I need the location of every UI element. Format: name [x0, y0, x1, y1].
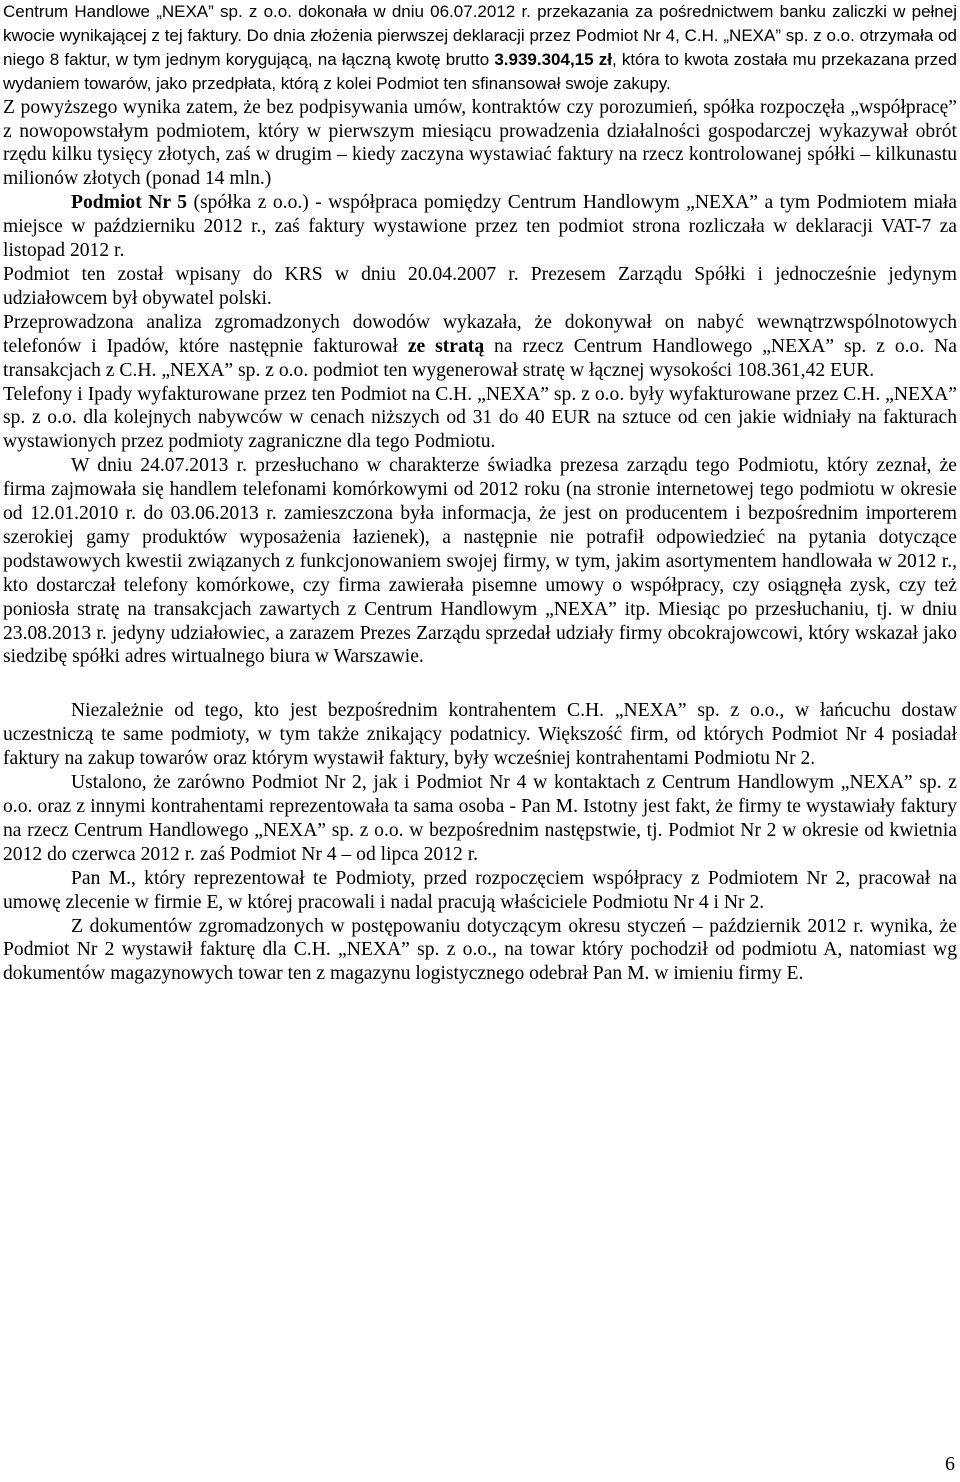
paragraph-text: na rzecz Centrum Handlowego „NEXA” sp. z o.o. Na transakcjach z C.H. „NEXA” sp. z o.o. podmiot ten wygenerował stratę w łącznej wysokości 108.361,42 EUR.	[3, 335, 957, 381]
page-number: 6	[945, 1453, 955, 1475]
paragraph-phones: Telefony i Ipady wyfakturowane przez ten Podmiot na C.H. „NEXA” sp. z o.o. były wyfakturowane przez C.H. „NEXA” sp. z o.o. dla kolejnych nabywców w cenach niższych od 31 do 40 EUR na sztuce od cen jakie widniały na fakturach wystawionych przez podmioty zagraniczne dla tego Podmiotu.	[3, 383, 957, 453]
paragraph-text: (spółka z o.o.) - współpraca pomiędzy Centrum Handlowym „NEXA” a tym Podmiotem miała miejsce w październiku 2012 r., zaś faktury wystawione przez ten podmiot strona rozliczała w deklaracji VAT-7 za listopad 2012 r.	[3, 192, 957, 262]
paragraph-analysis	[3, 311, 957, 383]
paragraph-advance-payment	[3, 0, 957, 96]
paragraph-entity-5	[3, 191, 957, 263]
paragraph-conclusion: Z powyższego wynika zatem, że bez podpisywania umów, kontraktów czy porozumień, spółka rozpoczęła „współpracę” z nowopowstałym podmiotem, który w pierwszym miesiącu prowadzenia działalności gospodarczej wykazywał obrót rzędu kilku tysięcy złotych, zaś w drugim – kiedy zaczyna wystawiać faktury na rzecz kontrolowanej spółki – kilkunastu milionów złotych (ponad 14 mln.)	[3, 96, 957, 190]
paragraph-text: , która to kwota została mu przekazana przed wydaniem towarów, jako przedpłata, którą z kolei Podmiot ten sfinansował swoje zakupy.	[3, 49, 957, 93]
section-gap	[3, 669, 957, 699]
paragraph-supply-chain: Niezależnie od tego, kto jest bezpośrednim kontrahentem C.H. „NEXA” sp. z o.o., w łańcuchu dostaw uczestniczą te same podmioty, w tym także znikający podatnicy. Większość firm, od których Podmiot Nr 4 posiadał faktury na zakup towarów oraz którym wystawił faktury, były wcześniej kontrahentami Podmiotu Nr 2.	[3, 700, 957, 770]
paragraph-testimony: W dniu 24.07.2013 r. przesłuchano w charakterze świadka prezesa zarządu tego Podmiotu, który zeznał, że firma zajmowała się handlem telefonami komórkowymi od 2012 roku (na stronie internetowej tego podmiotu w okresie od 12.01.2010 r. do 03.06.2013 r. zamieszczona była informacja, że jest on producentem i bezpośrednim importerem szerokiej gamy produktów wyposażenia łazienek), a następnie nie potrafił odpowiedzieć na pytania dotyczące podstawowych kwestii związanych z funkcjonowaniem swojej firmy, w tym, jakim asortymentem handlowała w 2012 r., kto dostarczał telefony komórkowe, czy firma zawierała pisemne umowy o współpracy, czy osiągnęła zysk, czy też poniosła stratę na transakcjach zawartych z Centrum Handlowym „NEXA” itp. Miesiąc po przesłuchaniu, tj. w dniu 23.08.2013 r. jedyny udziałowiec, a zarazem Prezes Zarządu sprzedał udziały firmy obcokrajowcowi, który wskazał jako siedzibę spółki adres wirtualnego biura w Warszawie.	[3, 455, 957, 668]
document-page	[3, 0, 957, 986]
paragraph-text: Centrum Handlowe „NEXA” sp. z o.o. dokonała w dniu 06.07.2012 r. przekazania za pośrednictwem banku zaliczki w pełnej kwocie wynikającej z tej faktury. Do dnia złożenia pierwszej deklaracji przez Podmiot Nr 4, C.H. „NEXA” sp. z o.o. otrzymała od niego 8 faktur, w tym jednym korygującą, na łączną kwotę brutto	[3, 2, 957, 69]
paragraph-representative: Ustalono, że zarówno Podmiot Nr 2, jak i Podmiot Nr 4 w kontaktach z Centrum Handlowym „NEXA” sp. z o.o. oraz z innymi kontrahentami reprezentowała ta sama osoba - Pan M. Istotny jest fakt, że firmy te wystawiały faktury na rzecz Centrum Handlowego „NEXA” sp. z o.o. w bezpośrednim następstwie, tj. Podmiot Nr 2 w okresie od kwietnia 2012 do czerwca 2012 r. zaś Podmiot Nr 4 – od lipca 2012 r.	[3, 772, 957, 865]
paragraph-documents: Z dokumentów zgromadzonych w postępowaniu dotyczącym okresu styczeń – październik 2012 r. wynika, że Podmiot Nr 2 wystawił fakturę dla C.H. „NEXA” sp. z o.o., na towar który pochodził od podmiotu A, natomiast wg dokumentów magazynowych towar ten z magazynu logistycznego odebrał Pan M. w imieniu firmy E.	[3, 915, 957, 985]
highlighted-amount: 3.939.304,15 zł	[494, 49, 612, 69]
paragraph-krs: Podmiot ten został wpisany do KRS w dniu 20.04.2007 r. Prezesem Zarządu Spółki i jednocześnie jedynym udziałowcem był obywatel polski.	[3, 263, 957, 309]
paragraph-pan-m: Pan M., który reprezentował te Podmioty, przed rozpoczęciem współpracy z Podmiotem Nr 2, pracował na umowę zlecenie w firmie E, w której pracowali i nadal pracują właściciele Podmiotu Nr 4 i Nr 2.	[3, 867, 957, 913]
highlighted-phrase: ze stratą	[407, 335, 485, 357]
entity-heading: Podmiot Nr 5	[71, 192, 188, 214]
paragraph-text: Przeprowadzona analiza zgromadzonych dowodów wykazała, że dokonywał on nabyć wewnątrzwspólnotowych telefonów i Ipadów, które następnie fakturował	[3, 311, 957, 357]
